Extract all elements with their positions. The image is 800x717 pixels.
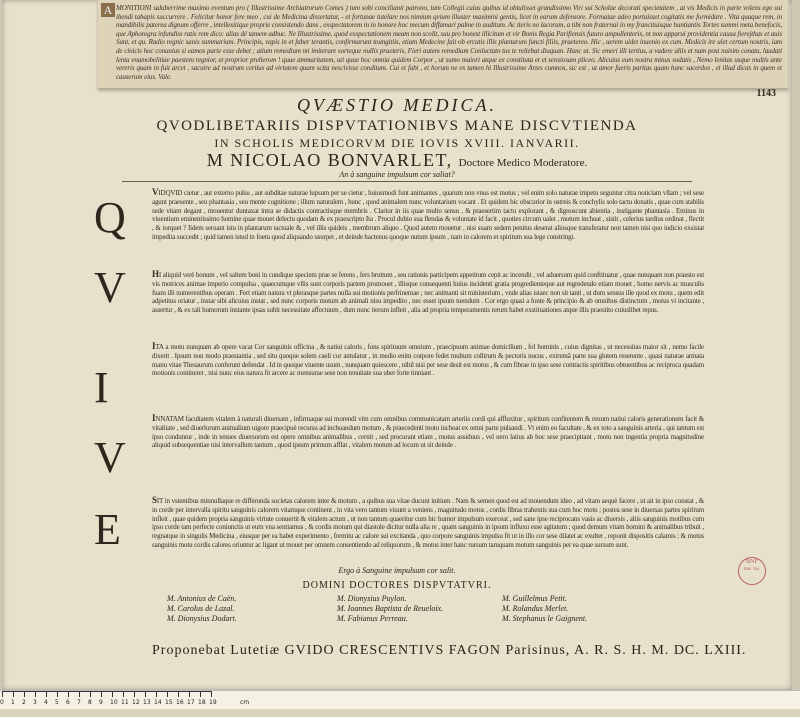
ruler-tick-label: 13	[143, 699, 151, 706]
ruler-tick	[24, 691, 25, 697]
ornamental-initial: A	[101, 3, 115, 17]
dedication-text: MONITIONI saluberrime maximo eventum pro ( Illustrissime Archiatrorum Comes ) tum sobi concilianti patrono, tum Collegii cuius quibus id obtulisset grandissimo Viri sui Scholae decorati specietatem , at vis Medicis in parte volens ego sui ibendi tabapis succurrere . Felicitur honor fere meo , cui de Medicina dissertatur, - et fortunae tutelare nos nimium qvium illuster maximini gentis, licet in earum defensore. Formatae adeo portuisset cogitatis me formidare . Vita quaque rem, in mandibilis paterea dignum offerre , intellexitique proprie consistendo dans , exspectatorem in in honore hoc mecum diffamari palme in auditum. Ac iteris no lacorum, a tibi non fraternai in my francituisque huntiantis Tortes summi meta benefocis, que Aphoregra infundiss ratis rem dico: alias dé tamem adhuc. Ne Illustrissime, quod exspectationem meam non scolit, suu pro honest illicitum et vir Bonis Regia Parifiensis futuro ampullenteris, nt non apparui providentia causa fierejthas et auis Sunt, et qu. Radio regnic sanis summarium. Principis, vapis in et faber terantis, confirmarunt toungitiis, etiam Medecine fait ob ercutis illis plantarum functi filiis, praetereo. Hic , uerem uidet inuenio ex cum. Medicis ire ulet certum nostris, iam de cinicis hoc conunius si eamos parte esse debet ; atium remedium mi imiterare sorteque nullis praeteris, Fieri autem remedium Conluctato tus te reliebat diuquan. Hanc ut. Sic emeri illi tertius, a vadere aliis et nam post nuisim conatu, laudati lenta enamobelitiae paestem regnior, et proprior prelierom ! quae ammaritatem, uti quae hoc omnia quidem Corpor , ut sumo maiori atque ex constituta et et sensiosam pliceo. Alicuius eum nostra minus sodatis , Nemo lenitas usque multis ante vereris quam in fuit arcet , sacuire ad nostrum certius ad virtutem quam scita nescivisse conditum. Cui et fabi , et horum ne ex tamen hi Illustrissime Artes cumnos, sic est , ut amor fueris paritas quam hunc sacerdos , et illud dicas in quem et causerum eius. Vale.	[116, 4, 782, 81]
ruler-tick-label: 16	[176, 699, 184, 706]
ruler-tick-label: 11	[121, 699, 129, 706]
ruler-tick	[35, 691, 36, 697]
ruler-tick-label: 19	[209, 699, 217, 706]
big-letter-5: E	[94, 505, 121, 554]
doctor-name: M. Dionysius Puylon.	[337, 594, 407, 603]
doctor-name: M. Fabianus Perreau.	[337, 614, 408, 623]
document-page	[2, 0, 792, 690]
ruler-tick-label: 0	[0, 699, 4, 706]
ruler	[2, 691, 252, 709]
ruler-tick	[178, 691, 179, 697]
doctor-name: M. Guillelmus Petit.	[502, 594, 567, 603]
ruler-tick	[156, 691, 157, 697]
paragraph-2: HI aliquid verè bonum , vel saltem boni in cundique speciem prae se ferens , fers bruttum , seu rationis participem appetitum cepit ac incendit , vel aduersum quid conftituatur , quae nunquam non praesto est vis motrices animae imperio compulsa , quaecumque vllis sunt corporis partem promouet , illisque consequenti huius incidenti gratia progredienteque aut regredendo etiam mouet , homo nervis ac musculis fuam illi numerentibus operam . Fert etiam natura vt plerasque partes nulla sui motionis perfrinemae ; nec animanti sit ministerium , vnde alias istaec non sit tanti , ut dum sensus ille quod ex motu , quem edit adpetitus oriatur , instar sibi alicuius instat , sed nunc corporis motum ab animali nisu impedito , nec esset ipsum tuendum . Cor ergo quasi a fonte & principio & ab omnibus distinctum , motus vi incitante , assertur , & ex tali humorum instante ipsas subit necessitate affectuum , dum nunc iterum infleit , alia ad propria temperamentis rerum habet exstituationes atque illis praestito cuiuslibet repus.	[152, 270, 704, 315]
title-line-2: IN SCHOLIS MEDICORVM DIE IOVIS XVIII. IANVARII.	[214, 136, 580, 150]
big-letter-1: Q	[94, 193, 126, 242]
dedication-notice	[98, 0, 788, 89]
doctor-name: M. Carolus de Lazal.	[167, 604, 235, 613]
big-letter-4: V	[94, 433, 126, 482]
ruler-tick-label: 18	[198, 699, 206, 706]
big-letter-3: I	[94, 363, 109, 412]
ruler-tick-label: 14	[154, 699, 162, 706]
ruler-tick	[2, 691, 3, 697]
ruler-tick	[79, 691, 80, 697]
library-stamp: BNF Bibl. Nat.	[738, 557, 766, 585]
doctors-heading: DOMINI DOCTORES DISPVTATVRI.	[302, 580, 492, 591]
doctor-name: M. Antonius de Caën.	[167, 594, 237, 603]
proponebat-line: Proponebat Lutetiæ GVIDO CRESCENTIVS FAGON Parisinus, A. R. S. H. M. DC. LXIII.	[152, 643, 747, 658]
divider	[122, 181, 692, 182]
ruler-tick	[145, 691, 146, 697]
measurement-scale-bar	[0, 690, 800, 709]
ruler-tick	[90, 691, 91, 697]
doctor-name: M. Dionysius Dodart.	[167, 614, 237, 623]
presider-line	[2, 150, 792, 171]
ruler-tick	[68, 691, 69, 697]
doctor-name: M. Rolandus Merlet.	[502, 604, 569, 613]
ruler-tick	[46, 691, 47, 697]
presider-role: Doctore Medico Moderatore.	[458, 157, 588, 169]
doctors-list	[167, 594, 707, 623]
ruler-tick	[189, 691, 190, 697]
title-line-1: QVODLIBETARIIS DISPVTATIONIBVS MANE DISCVTIENDA	[156, 118, 638, 134]
ruler-tick-label: 10	[110, 699, 118, 706]
ruler-tick	[101, 691, 102, 697]
ruler-tick	[112, 691, 113, 697]
question-statement: An à sanguine impulsum cor saliat?	[339, 170, 455, 179]
ruler-tick-label: 1	[11, 699, 15, 706]
paragraph-1: VIDQVID cietur , aut externo pulsu , aut subditae naturae lupsum per se cietur , huiusmodi funt animantes , quarum non vnus est motus ; vel enim solo naturae impetu seguntur citra noticiam vllam ; vel sese agunt praesente , seu phantasia , seu mente cognitione ; illum naturalem , hunc , quod animalem nunc voluntarium vocant . Et quidem hic obscurior in ostreis & conchylis solo tactu donatis , quae cum stabilis sede vitam degant , mouentur duntaxat intra se didactis contractisque membris . Clarior in iis quae multo sensu , & praesertim tactu explorant , & dignoscunt abientia , instigante phantasia . Eminus in viuentium eminentissimo homine quae mouet delectu quodam & ex praescripto Ita . Procul dubio sua flendas & voluntate id facit , quoties circum ualet , motum inchoat , sistit , celerius tardius ordinat , flectit , & torquet ? Iidem seruant istu in plantarum tactuale & , vel illis quideis , membrum aliquo . Quod autem mouetur , nisi suam sedem penitus deserat aliosque transferatur non tamen nisi quo iudicio exsistat impedita succedit ; quid tamen istud in foetu quod aliquando usurpet , et deinde hactenus quoque nutum ipsum , nam in calorem et spiritum sua lege constringi.	[152, 188, 704, 241]
ruler-tick-label: 8	[88, 699, 92, 706]
ruler-tick-label: 9	[99, 699, 103, 706]
doctor-name: M. Stephanus le Gaignent.	[502, 614, 588, 623]
presider-name: M NICOLAO BONVARLET,	[206, 150, 453, 170]
ruler-tick-label: 4	[44, 699, 48, 706]
paragraph-4: INNATAM facultatem vitalem à naturali diuersam , infirmaque sui morendi vim cum omnibus communicatam arteriis cordi qui affluxitur , spiritum confitentem & reuum natiui caloris generationem facit & vitalitate , sed diuerlorum animalium uigore praecipuè recursu ad inchoandum motum , & praecedenti motu inchoat ex omni parte pulsandi . Vt enim eo facultate , & ex toto a sanguinis arteria , qui tantum est ipso conduntur , inde in tenues diuersorum est opere omnibus animalibus , cernit , sed procurant etiam , motus assiduus , vel uero latius ab hoc sese praecipitant , motu non ingentia propria magnitudine aliquid subsequentiae nisi intervallum tantum , quod ipsum primum afflat , vitalem motum ad locum ut sit deinde .	[152, 414, 704, 450]
big-letter-2: V	[94, 263, 126, 312]
page-number: 1143	[756, 88, 776, 99]
ruler-tick-label: 15	[165, 699, 173, 706]
ruler-tick-label: 17	[187, 699, 195, 706]
conclusion: Ergo à Sanguine impulsum cor salit.	[338, 566, 456, 575]
ruler-tick-label: 12	[132, 699, 140, 706]
ruler-tick	[167, 691, 168, 697]
ruler-tick-label: 3	[33, 699, 37, 706]
ruler-tick-label: 7	[77, 699, 81, 706]
ruler-tick-label: 5	[55, 699, 59, 706]
ruler-tick	[200, 691, 201, 697]
ruler-tick-label: 6	[66, 699, 70, 706]
ruler-tick	[134, 691, 135, 697]
ruler-tick-label: 2	[22, 699, 26, 706]
ruler-tick	[123, 691, 124, 697]
ruler-baseline	[2, 691, 212, 692]
quaestio-title: QVÆSTIO MEDICA.	[297, 95, 497, 115]
doctor-name: M. Ioannes Baptista de Reueloix.	[337, 604, 444, 613]
ruler-tick	[57, 691, 58, 697]
scale-unit: cm	[240, 699, 250, 706]
ruler-tick	[211, 691, 212, 697]
ruler-tick	[13, 691, 14, 697]
paragraph-5: SIT in vstentibus minnullaque re differunda societas calorem inter & motum , a quibus sua vitae ducunt initium . Nam & semen quod est ad mouendum ideo , ad vitam aequè facere , ut ait in ipso constat , & in corde per intervalla spiritu sanguinis calorem vitamque continent , in vita vero tantum viuunt a veniens , magnitudo motus , cordis fibras trahentis sua cum hoc motu ; postea sese in diuersas partes spiritum infleit , quae quidem propria sanguinis virtute conuertit & vitalem actum , ut non tantum quaeritur cum hic humor impulsum exerceat , sed sane ipse reciprocans vasis ac diuersis , aliis sanguinis motibus cum ipso corde tam perfecte coniunctis ut eum vna sentiamus , & cordis motum qui diastole dicitur nulla alia re , quam sanguinis in ipsum influxu esse agitatum ; quod demum vitam homini & animalibus tribuit , regnatque in singulis Medicina , eiusque per ea habet experimento , fremitu ac calore sui excitanda , quo corpore sanguinis impulsu fit ut in illo cor sese dilatet ac exultet , reponit dispositis calamis ; & motus sanguinis motu cordis calores oriuntur ac ligant ut mouet per omnem consentiendo ad reliquorum , & motus inter hanc rursum tamquam motum sanguinis per ea quae sursum sunt.	[152, 496, 704, 549]
paragraph-3: ITA a motu nunquam ab opere vacat Cor sanguinis officina , & natiui caloris , fons spirituum omnium , praecipuum animae domicilium , fol hominis , cuius dignitas , ut necessitas maior sit , nemo facile dixerit . Ipsum non modo praestantia , sed situ quoque solem caeli cor antulatur , in medio enim corpore fedet multum colltrum & pectoris nucus , extremâ parte sua glutem reserente , quasi naturae armata manu vitae Thesaurum conferunt defendat . Id in quoque viuente usum , nunquam quiescere , nihil nisi per sese desit est motus , & cum fibrae in ipso sese contractis spiritibus obtuentibus ac reciproca quadam motionis contineret , nisi nunc eius natura fit arcere ac mensurae sese non tenuitate sua uber forte tinniant .	[152, 342, 704, 378]
